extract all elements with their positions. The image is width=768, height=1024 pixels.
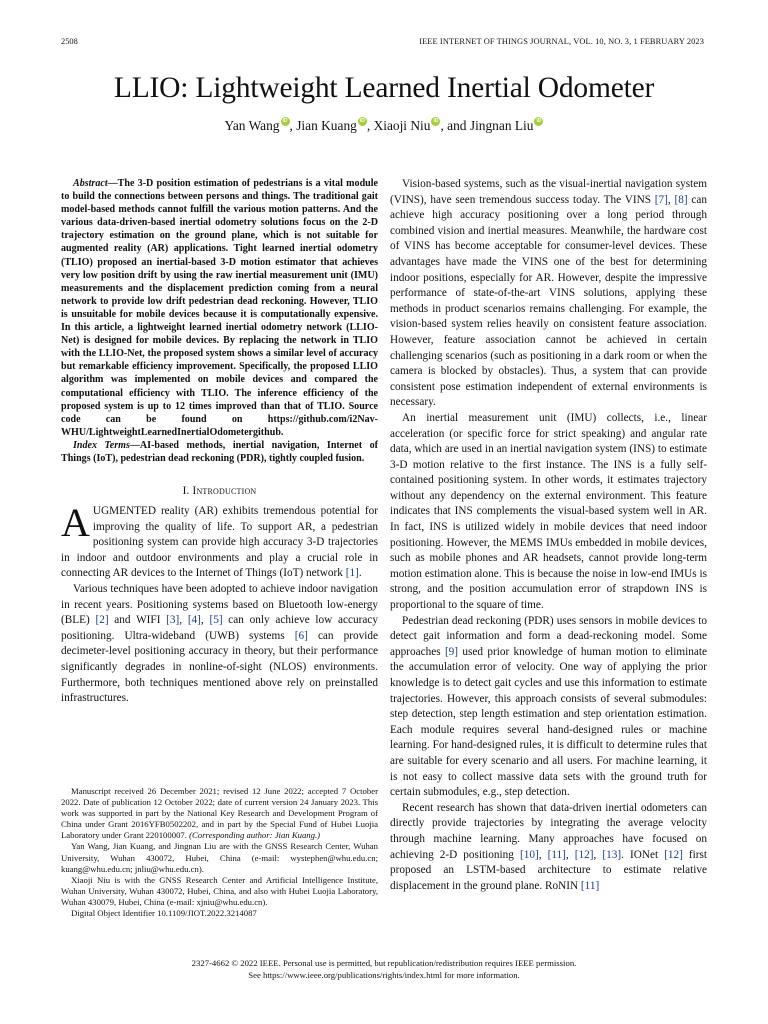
author-separator: , — [289, 118, 293, 133]
abstract — [61, 177, 378, 465]
paragraph-text: Pedestrian dead reckoning (PDR) uses sensors in mobile devices to detect gait information and form a dead-reckoning model. Some approaches — [390, 614, 707, 658]
author-separator: , — [366, 118, 371, 133]
index-terms-text: AI-based methods, inertial navigation, Internet of Things (IoT), pedestrian dead reckoning (PDR), tightly coupled fusion. — [61, 439, 378, 464]
author-name: Jian Kuang — [296, 118, 357, 133]
author-list — [0, 117, 768, 134]
citation-link[interactable]: [2] — [95, 614, 109, 627]
citation-link[interactable]: [8] — [674, 193, 688, 206]
paragraph-text: , — [565, 848, 575, 861]
paragraph-text: . — [358, 567, 362, 580]
citation-link[interactable]: [7] — [654, 193, 668, 206]
paragraph-text: , — [538, 848, 548, 861]
citation-link[interactable]: [11] — [547, 848, 566, 861]
right-column — [390, 177, 707, 894]
index-terms — [61, 439, 378, 465]
citation-link[interactable]: [10] — [519, 848, 539, 861]
paragraph-text: can achieve high accuracy positioning over a long period through combined vision and inertial measures. Meanwhile, the hardware cost of VINS has become acceptable for consumer-level devices. These advantages have made the VINS one of the best for determining indoor positions, especially for AR. However, despite the impressive performance of state-of-the-art VINS solutions, applying these methods in product scenarios remains challenging. For example, the vision-based system relies heavily on consistent feature association. However, feature association cannot be achieved in certain challenging scenarios (such as positioning in a dark room or when the camera is blocked by obstacles). Thus, a system that can provide consistent pose estimation independent of external environments is necessary. — [390, 193, 707, 409]
paragraph-text: reality (AR) exhibits tremendous potential for improving the quality of life. To support AR, a pedestrian positioning system can provide high accuracy 3-D trajectories in indoor and outdoor environments and play a crucial role in connecting AR devices to the Internet of Things (IoT) network — [61, 505, 378, 580]
paragraph-text: Vision-based systems, such as the visual-inertial navigation system (VINS), have seen tremendous success today. The VINS — [390, 178, 707, 206]
index-terms-dash: — — [129, 439, 140, 451]
abstract-text: The 3-D position estimation of pedestrians is a vital module to build the connections between persons and things. The traditional gait model-based methods cannot fulfill the various motion patterns. And the various data-driven-based inertial odometry solutions focus on the 2-D trajectory estimation on the ground plane, which is not suitable for augmented reality (AR) applications. Tight learned inertial odometry (TLIO) proposed an inertial-based 3-D motion estimator that achieves very low position drift by using the raw inertial measurement unit (IMU) measurements and the displacement prediction coming from a neural network to provide low drift pedestrian dead reckoning. However, TLIO is unsuitable for mobile devices because it is computationally expensive. In this article, a lightweight learned inertial odometry network (LLIO-Net) is designed for mobile devices. By replacing the network in TLIO with the LLIO-Net, the proposed system shows a similar level of accuracy but remarkable efficiency improvement. Specifically, the proposed LLIO algorithm was implemented on mobile devices and compared the computational efficiency with TLIO. The inference efficiency of the proposed system is up to 12 times improved than that of TLIO. Source code can be found on https://github.com/i2Nav-WHU/LightweightLearnedInertialOdometergithub. — [61, 178, 378, 438]
citation-link[interactable]: [5] — [209, 614, 223, 627]
paragraph-text: , — [179, 614, 188, 627]
paragraph-text: used prior knowledge of human motion to eliminate the accumulation error of velocity. One way of applying the prior knowledge is to detect gait cycles and use this information to estimate trajectories. However, this approach consists of several submodules: step detection, step length estimation and step orientation estimation. Each module requires several hand-designed rules or machine learning. For hand-designed rules, it is difficult to determine rules that are suitable for every scenario and all users. For machine learning, it is not easy to collect massive data sets with the ground truth for certain submodules, e.g., step detection. — [390, 645, 708, 799]
footnotes — [61, 786, 378, 919]
orcid-icon[interactable] — [534, 117, 543, 126]
author-name: Xiaoji Niu — [373, 118, 431, 133]
lead-caps: UGMENTED — [92, 505, 157, 518]
paragraph-text: and WIFI — [108, 614, 167, 627]
paragraph-text: . IONet — [621, 848, 665, 861]
footnote-doi: Digital Object Identifier 10.1109/JIOT.2022.3214087 — [71, 908, 257, 919]
section-heading — [61, 485, 378, 497]
author-name: Yan Wang — [224, 118, 280, 133]
paragraph-text: , — [200, 614, 210, 627]
citation-link[interactable]: [12] — [664, 848, 683, 861]
paragraph-text: Various techniques have been adopted to achieve indoor navigation in recent years. Positioning systems based on Bluetooth low-energy (BLE) — [61, 583, 378, 627]
section-numeral: I. — [182, 485, 190, 498]
copyright-footer — [0, 958, 768, 981]
paper-title: LLIO: Lightweight Learned Inertial Odometer — [113, 72, 655, 104]
citation-link[interactable]: [3] — [166, 614, 180, 627]
body-paragraph: An inertial measurement unit (IMU) collects, i.e., linear acceleration (or specific force for strict speaking) and angular rate data, which are used in an inertial navigation system (INS) to estimate 3-D motion relative to the first instance. The INS is a fully self-contained positioning system. In other words, it estimates trajectory without any dependency on the external environment. This feature indicates that INS complements the visual-based system well in AR. In fact, INS is utilized widely in mobile devices that need indoor positioning. However, the MEMS IMUs embedded in mobile devices, such as mobile phones and AR headsets, cannot provide long-term motion estimation alone. This is because the noise in low-end IMUs is strong, and the position accumulation error of strapdown INS is proportional to the square of time. — [390, 411, 707, 612]
paragraph-text: can provide decimeter-level positioning accuracy in theory, but their performance significantly degrades in nonline-of-sight (NLOS) environments. Furthermore, both techniques mentioned above rely on preinstalled infrastructures. — [61, 629, 378, 705]
body-paragraph — [390, 177, 707, 411]
orcid-icon[interactable] — [358, 117, 367, 126]
paragraph-text: first proposed an LSTM-based architecture to estimate relative displacement in the ground plane. RoNIN — [390, 848, 708, 892]
body-paragraph — [390, 801, 707, 895]
rights-link-line: See https://www.ieee.org/publications/rights/index.html for more information. — [248, 969, 520, 980]
abstract-label: Abstract — [73, 178, 108, 189]
intro-body — [61, 500, 378, 707]
intro-paragraph — [61, 500, 378, 582]
citation-link[interactable]: [9] — [444, 645, 459, 658]
paragraph-text: , — [593, 848, 603, 861]
author-name: Jingnan Liu — [469, 118, 534, 133]
running-header: IEEE INTERNET OF THINGS JOURNAL, VOL. 10, NO. 3, 1 FEBRUARY 2023 — [419, 37, 704, 46]
index-terms-label: Index Terms — [73, 439, 130, 451]
footnote-text: Manuscript received 26 December 2021; revised 12 June 2022; accepted 7 October 2022. Date of publication 12 October 2022; date of current version 24 January 2023. This work was supported in part by the National Key Research and Development Program of China under Grant 2016YFB0502202, and in part by the Special Fund of Hubei Luojia Laboratory under Grant 220100007. — [61, 786, 378, 841]
drop-cap: A — [61, 500, 90, 546]
intro-paragraph — [61, 582, 378, 707]
copyright-line: 2327-4662 © 2022 IEEE. Personal use is permitted, but republication/redistribution requires IEEE permission. — [191, 958, 577, 968]
corresponding-author: (Corresponding author: Jian Kuang.) — [186, 830, 321, 841]
footnote — [61, 786, 378, 841]
citation-link[interactable]: [12] — [574, 848, 594, 861]
citation-link[interactable]: [4] — [187, 614, 201, 627]
citation-link[interactable]: [13] — [602, 848, 622, 861]
footnote: Xiaoji Niu is with the GNSS Research Center and Artificial Intelligence Institute, Wuhan University, Wuhan 430072, Hubei, China, and also with Hubei Luojia Laboratory, Wuhan 430079, Hubei, China (e-mail: xjniu@whu.edu.cn). — [61, 874, 378, 907]
body-paragraph — [390, 614, 707, 801]
orcid-icon[interactable] — [431, 117, 440, 126]
footnote: Yan Wang, Jian Kuang, and Jingnan Liu are with the GNSS Research Center, Wuhan University, Wuhan 430072, Hubei, China (e-mail: wystephen@whu.edu.cn; kuang@whu.edu.cn; jnliu@whu.edu.cn). — [61, 841, 378, 874]
section-title-text: Introduction — [192, 485, 257, 498]
paragraph-text: can only achieve low accuracy positioning. Ultra-wideband (UWB) systems — [61, 614, 378, 642]
paragraph-text: , — [667, 193, 675, 206]
abstract-dash: — — [107, 178, 118, 189]
paragraph-text: Recent research has shown that data-driven inertial odometers can directly provide trajectories by integrating the average velocity through machine learning. Many approaches have focused on achieving 2-D positioning — [390, 801, 707, 861]
citation-link[interactable]: [1] — [345, 567, 359, 580]
citation-link[interactable]: [6] — [294, 629, 308, 642]
left-column — [61, 177, 378, 707]
page-number: 2508 — [61, 37, 78, 46]
orcid-icon[interactable] — [281, 117, 290, 126]
citation-link[interactable]: [11] — [580, 879, 600, 892]
author-separator: , and — [440, 118, 467, 133]
